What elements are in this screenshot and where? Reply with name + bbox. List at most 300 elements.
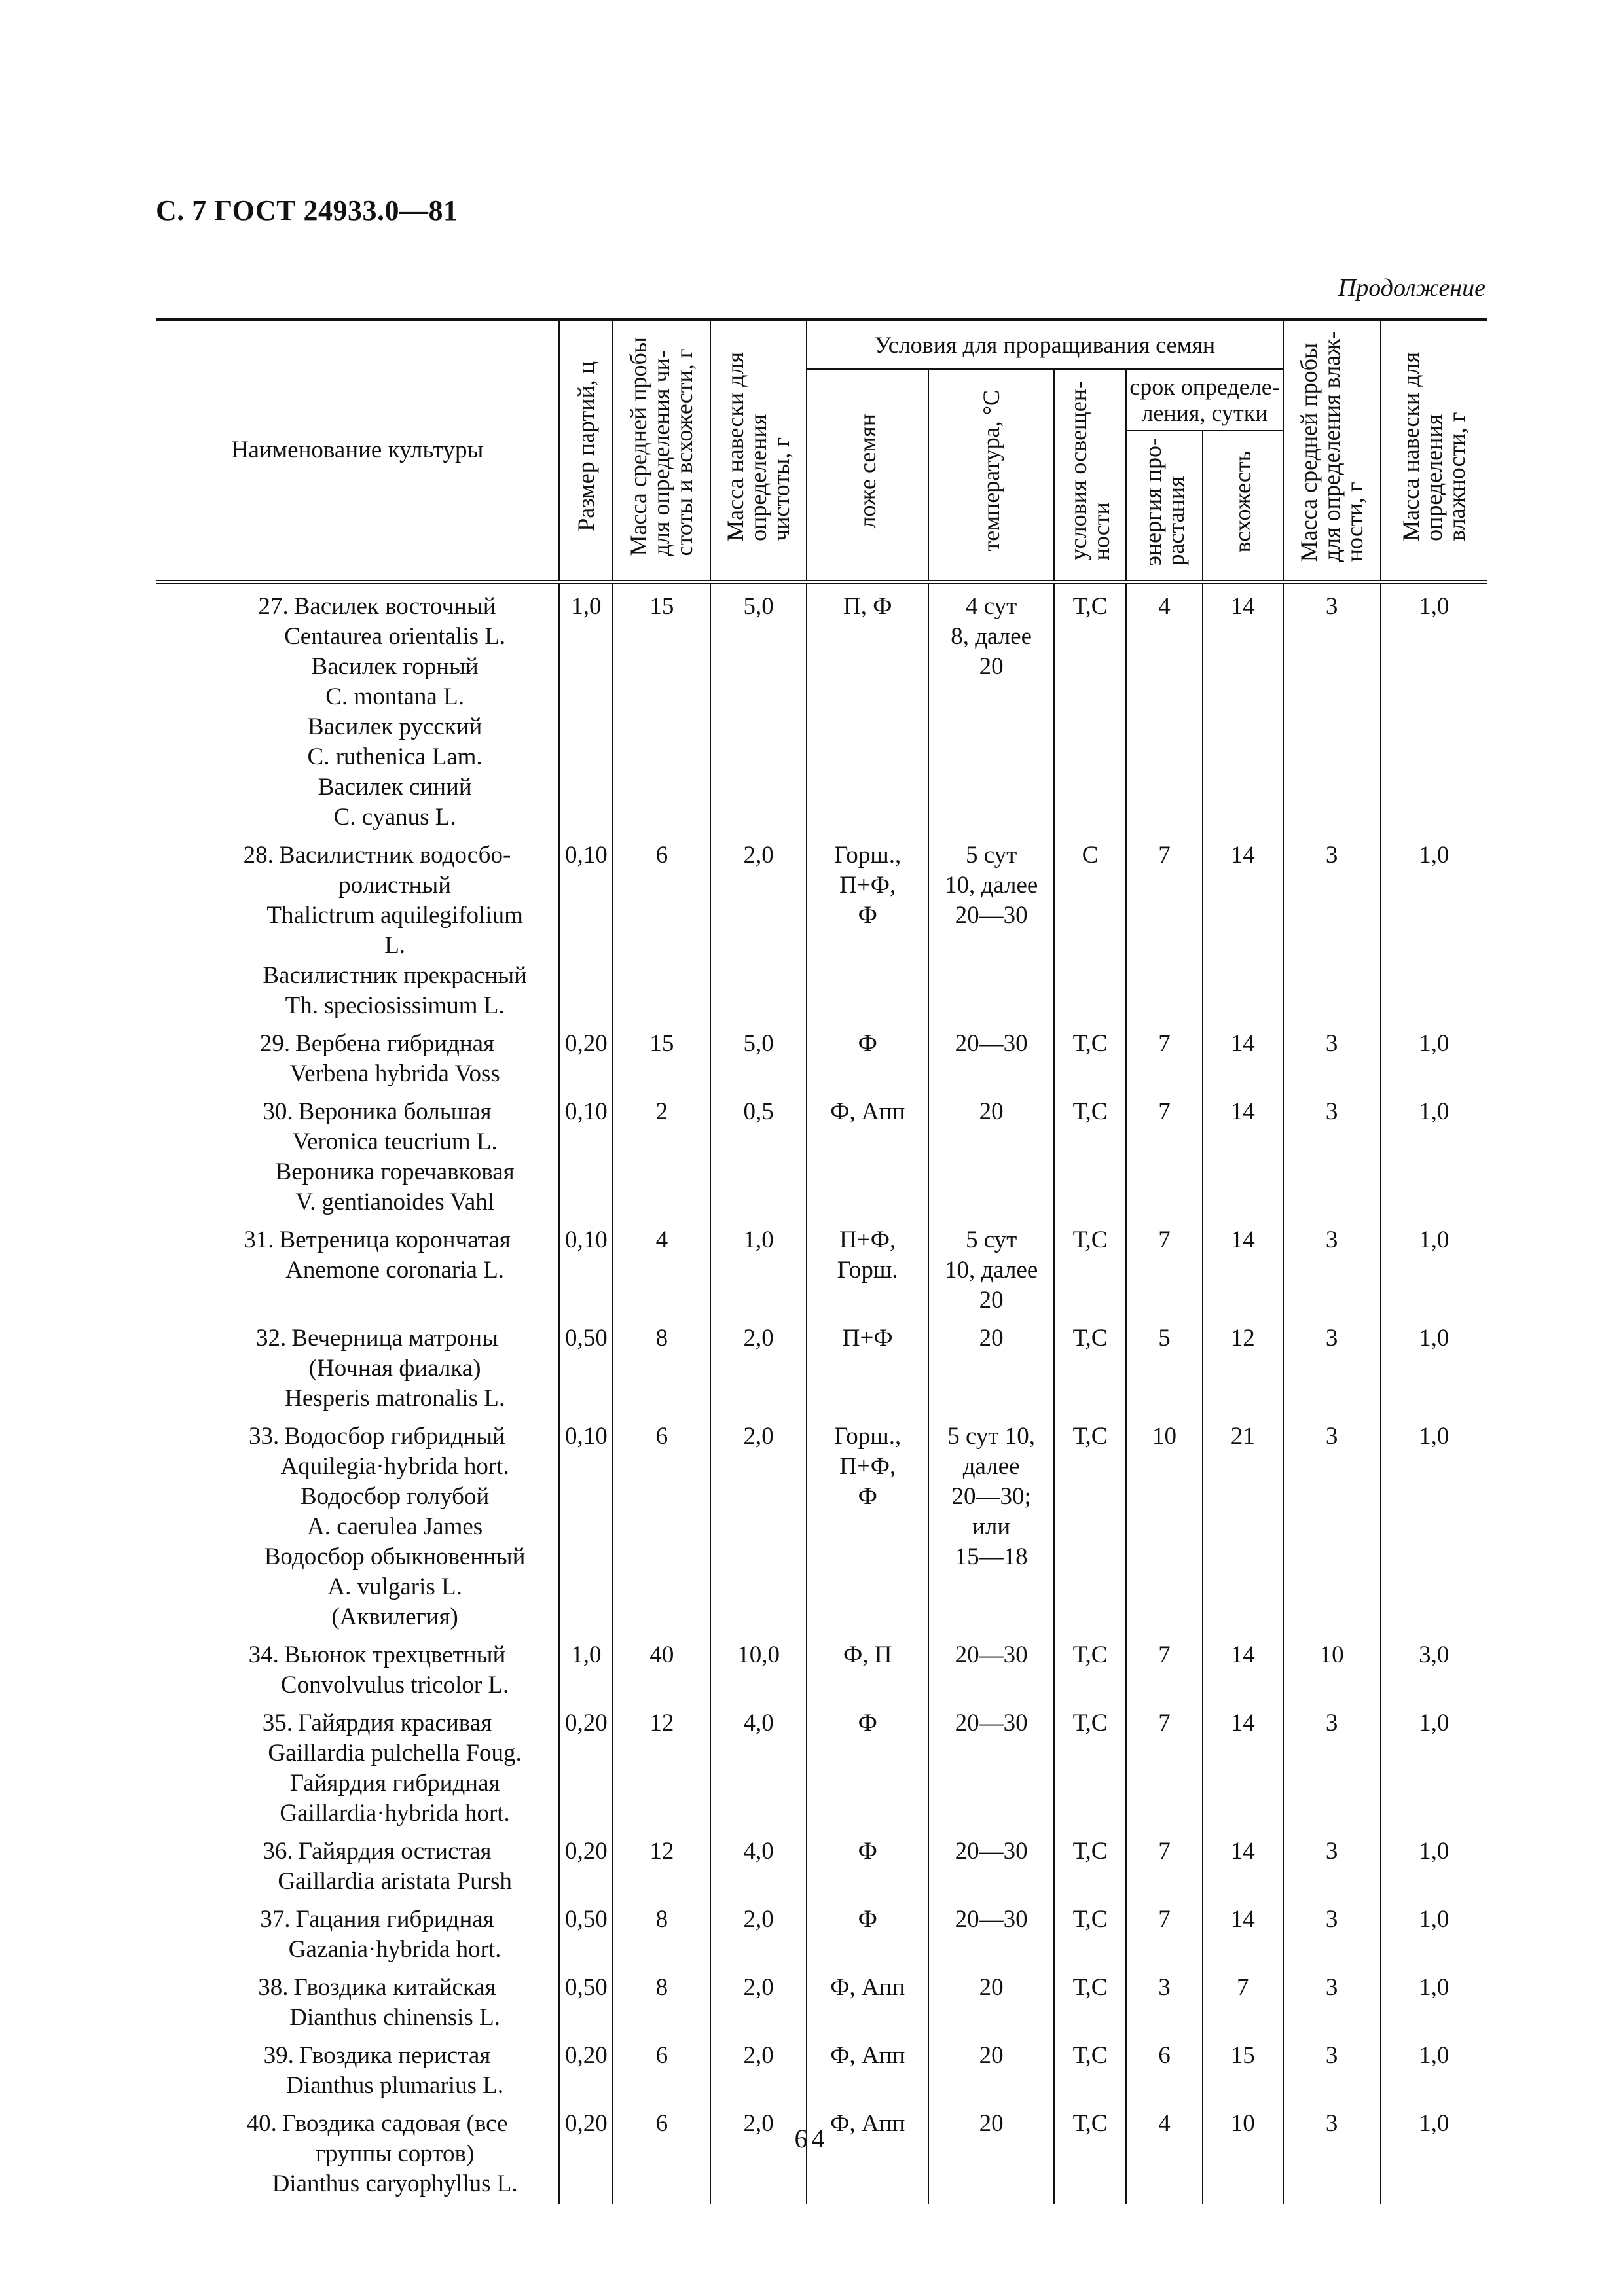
seed-bed-cell-line: Ф [858, 902, 877, 929]
purity-mass-cell: 4,0 [710, 1829, 807, 1897]
seed-standards-table [156, 318, 1487, 2204]
avg-sample-mass-cell: 8 [613, 1897, 710, 1965]
lighting-cell: Т,С [1054, 1021, 1126, 1089]
culture-name-line: Gaillardia aristata Pursh [278, 1868, 512, 1895]
temperature-cell-line: 20 [979, 2042, 1004, 2069]
row-number: 34. [248, 1641, 279, 1668]
temperature-cell-line: 20 [979, 1098, 1004, 1125]
seed-bed-cell-line: Ф [858, 1483, 877, 1510]
lighting-cell: Т,С [1054, 1897, 1126, 1965]
batch-size-cell: 0,50 [559, 1897, 613, 1965]
table-row [156, 1897, 1487, 1965]
moisture-mass-cell: 1,0 [1381, 1316, 1487, 1414]
avg-sample-mass-cell: 12 [613, 1700, 710, 1829]
culture-name-first-line [158, 1640, 556, 1670]
header-moisture-sample-mass: Масса средней пробы для определения влаж- ности, г [1283, 319, 1381, 582]
batch-size-cell: 0,10 [559, 1089, 613, 1217]
culture-name-line: Hesperis matronalis L. [285, 1385, 505, 1412]
seed-bed-cell-line: Горш. [837, 1257, 898, 1283]
moisture-mass-cell: 1,0 [1381, 1829, 1487, 1897]
culture-name-cell [156, 1316, 559, 1414]
moisture-mass-cell: 1,0 [1381, 1217, 1487, 1316]
temperature-cell-line: далее [962, 1453, 1020, 1480]
culture-name-first-line [158, 2041, 556, 2071]
germination-cell: 14 [1203, 1897, 1283, 1965]
table-row [156, 833, 1487, 1021]
culture-name-text: Гвоздика перистая [299, 2042, 491, 2069]
temperature-cell [928, 2033, 1054, 2101]
moisture-mass-cell: 1,0 [1381, 833, 1487, 1021]
purity-mass-cell: 5,0 [710, 582, 807, 833]
culture-name-first-line [158, 1029, 556, 1059]
culture-name-line: (Ночная фиалка) [308, 1355, 481, 1382]
seed-bed-cell [807, 1700, 928, 1829]
culture-name-line: Thalictrum aquilegifolium [266, 902, 523, 929]
temperature-cell [928, 1829, 1054, 1897]
row-number: 29. [259, 1030, 291, 1057]
temperature-cell-line: 20—30 [955, 1906, 1028, 1933]
header-energy: энергия про- растания [1126, 431, 1203, 582]
temperature-cell [928, 1700, 1054, 1829]
header-batch-size: Размер партий, ц [559, 319, 613, 582]
moisture-sample-mass-cell: 3 [1283, 1965, 1381, 2033]
temperature-cell-line: 4 сут [965, 593, 1017, 620]
temperature-cell [928, 1021, 1054, 1089]
seed-bed-cell-line: Ф [858, 1710, 877, 1736]
continuation-label: Продолжение [1338, 274, 1486, 302]
moisture-sample-mass-cell: 3 [1283, 1897, 1381, 1965]
culture-name-cell [156, 1089, 559, 1217]
energy-cell: 6 [1126, 2033, 1203, 2101]
header-moisture-mass: Масса навески для определения влажности, г [1381, 319, 1487, 582]
germination-cell: 10 [1203, 2101, 1283, 2204]
culture-name-line: Veronica teucrium L. [292, 1128, 498, 1155]
purity-mass-cell: 2,0 [710, 2033, 807, 2101]
culture-name-cell [156, 582, 559, 833]
moisture-mass-cell: 1,0 [1381, 582, 1487, 833]
seed-bed-cell-line: Ф [858, 1030, 877, 1057]
moisture-sample-mass-cell: 3 [1283, 582, 1381, 833]
batch-size-cell: 1,0 [559, 1632, 613, 1700]
row-number: 31. [244, 1227, 274, 1253]
batch-size-cell: 0,20 [559, 2033, 613, 2101]
purity-mass-cell: 2,0 [710, 1965, 807, 2033]
culture-name-line: Dianthus plumarius L. [286, 2072, 504, 2099]
seed-bed-cell-line: Ф, Апп [830, 1098, 905, 1125]
culture-name-text: Водосбор гибридный [284, 1423, 505, 1450]
moisture-mass-cell: 1,0 [1381, 2033, 1487, 2101]
moisture-sample-mass-cell: 10 [1283, 1632, 1381, 1700]
seed-bed-cell [807, 1414, 928, 1632]
seed-bed-cell-line: Ф [858, 1838, 877, 1865]
header-lighting: условия освещен- ности [1054, 369, 1126, 582]
seed-bed-cell-line: П+Ф [842, 1325, 893, 1352]
energy-cell: 7 [1126, 1217, 1203, 1316]
temperature-cell [928, 1897, 1054, 1965]
batch-size-cell: 0,10 [559, 833, 613, 1021]
batch-size-cell: 0,20 [559, 2101, 613, 2204]
temperature-cell-line: 5 сут 10, [947, 1423, 1036, 1450]
culture-name-first-line [158, 1708, 556, 1738]
table-row [156, 582, 1487, 833]
temperature-cell-line: 20 [979, 1974, 1004, 2001]
purity-mass-cell: 2,0 [710, 1316, 807, 1414]
avg-sample-mass-cell: 15 [613, 582, 710, 833]
avg-sample-mass-cell: 2 [613, 1089, 710, 1217]
row-number: 38. [258, 1974, 289, 2001]
culture-name-first-line [158, 1422, 556, 1452]
batch-size-cell: 0,20 [559, 1700, 613, 1829]
lighting-cell: С [1054, 833, 1126, 1021]
document-header: С. 7 ГОСТ 24933.0—81 [156, 194, 458, 226]
batch-size-cell: 0,10 [559, 1217, 613, 1316]
batch-size-cell: 0,50 [559, 1316, 613, 1414]
culture-name-line: Th. speciosissimum L. [285, 992, 505, 1019]
culture-name-line: группы сортов) [315, 2140, 475, 2167]
energy-cell: 7 [1126, 1897, 1203, 1965]
germination-cell: 12 [1203, 1316, 1283, 1414]
culture-name-line: C. ruthenica Lam. [307, 744, 483, 770]
culture-name-first-line [158, 1097, 556, 1127]
culture-name-text: Гвоздика садовая (все [282, 2110, 508, 2137]
temperature-cell-line: или [972, 1513, 1011, 1540]
moisture-sample-mass-cell: 3 [1283, 2033, 1381, 2101]
culture-name-line: Dianthus caryophyllus L. [272, 2170, 518, 2197]
culture-name-text: Вечерница матроны [291, 1325, 498, 1352]
culture-name-text: Василек восточный [293, 593, 496, 620]
table-row [156, 1316, 1487, 1414]
purity-mass-cell: 5,0 [710, 1021, 807, 1089]
seed-bed-cell [807, 1021, 928, 1089]
moisture-sample-mass-cell: 3 [1283, 1316, 1381, 1414]
culture-name-cell [156, 1897, 559, 1965]
culture-name-line: Василек синий [318, 774, 472, 800]
table-row [156, 1414, 1487, 1632]
temperature-cell [928, 1217, 1054, 1316]
seed-bed-cell-line: П, Ф [843, 593, 892, 620]
culture-name-line: A. vulgaris L. [327, 1573, 462, 1600]
culture-name-line: Centaurea orientalis L. [284, 623, 506, 650]
culture-name-line: Gaillardia·hybrida hort. [280, 1800, 510, 1827]
page-number: 64 [794, 2124, 829, 2153]
culture-name-line: Василек русский [307, 713, 483, 740]
avg-sample-mass-cell: 6 [613, 2033, 710, 2101]
culture-name-cell [156, 1632, 559, 1700]
avg-sample-mass-cell: 40 [613, 1632, 710, 1700]
energy-cell: 3 [1126, 1965, 1203, 2033]
header-temperature: температура, °С [928, 369, 1054, 582]
culture-name-line: (Аквилегия) [331, 1604, 458, 1630]
temperature-cell-line: 20—30; [951, 1483, 1031, 1510]
germination-cell: 14 [1203, 1217, 1283, 1316]
temperature-cell-line: 20—30 [955, 1641, 1028, 1668]
temperature-cell-line: 20—30 [955, 1838, 1028, 1865]
table-row [156, 1632, 1487, 1700]
moisture-sample-mass-cell: 3 [1283, 1089, 1381, 1217]
seed-bed-cell [807, 833, 928, 1021]
temperature-cell-line: 20 [979, 1287, 1004, 1314]
temperature-cell-line: 20 [979, 653, 1004, 680]
row-number: 39. [263, 2042, 294, 2069]
avg-sample-mass-cell: 8 [613, 1316, 710, 1414]
temperature-cell [928, 1089, 1054, 1217]
temperature-cell [928, 1965, 1054, 2033]
culture-name-cell [156, 1021, 559, 1089]
energy-cell: 4 [1126, 582, 1203, 833]
culture-name-line: Convolvulus tricolor L. [280, 1672, 509, 1698]
seed-bed-cell [807, 1316, 928, 1414]
culture-name-line: Gazania·hybrida hort. [288, 1936, 501, 1963]
moisture-mass-cell: 1,0 [1381, 1897, 1487, 1965]
culture-name-first-line [158, 840, 556, 870]
temperature-cell-line: 15—18 [955, 1543, 1028, 1570]
germination-cell: 14 [1203, 1089, 1283, 1217]
header-germination: всхожесть [1203, 431, 1283, 582]
germination-cell: 14 [1203, 1700, 1283, 1829]
moisture-mass-cell: 1,0 [1381, 1700, 1487, 1829]
temperature-cell-line: 20 [979, 1325, 1004, 1352]
moisture-mass-cell: 1,0 [1381, 1089, 1487, 1217]
culture-name-first-line [158, 1837, 556, 1867]
culture-name-text: Гайярдия красивая [298, 1710, 492, 1736]
seed-bed-cell-line: Горш., [834, 842, 902, 869]
moisture-sample-mass-cell: 3 [1283, 2101, 1381, 2204]
germination-cell: 7 [1203, 1965, 1283, 2033]
seed-bed-cell [807, 2033, 928, 2101]
culture-name-text: Гвоздика китайская [293, 1974, 496, 2001]
lighting-cell: Т,С [1054, 1316, 1126, 1414]
batch-size-cell: 0,50 [559, 1965, 613, 2033]
row-number: 30. [263, 1098, 293, 1125]
moisture-mass-cell: 1,0 [1381, 1965, 1487, 2033]
temperature-cell-line: 20—30 [955, 1030, 1028, 1057]
header-purity-mass: Масса навески для определения чистоты, г [710, 319, 807, 582]
seed-bed-cell [807, 1089, 928, 1217]
culture-name-first-line [158, 1225, 556, 1255]
culture-name-text: Ветреница корончатая [279, 1227, 511, 1253]
batch-size-cell: 1,0 [559, 582, 613, 833]
temperature-cell [928, 833, 1054, 1021]
header-seed-bed: ложе семян [807, 369, 928, 582]
energy-cell: 7 [1126, 1089, 1203, 1217]
culture-name-cell [156, 1414, 559, 1632]
seed-bed-cell-line: Ф, Апп [830, 2042, 905, 2069]
germination-cell: 14 [1203, 833, 1283, 1021]
row-number: 37. [260, 1906, 291, 1933]
culture-name-text: Вьюнок трехцветный [283, 1641, 506, 1668]
culture-name-line: C. montana L. [325, 683, 464, 710]
culture-name-text: Вероника большая [298, 1098, 492, 1125]
energy-cell: 7 [1126, 1632, 1203, 1700]
culture-name-cell [156, 1700, 559, 1829]
temperature-cell-line: 20 [979, 2110, 1004, 2137]
energy-cell: 4 [1126, 2101, 1203, 2204]
culture-name-cell [156, 833, 559, 1021]
moisture-sample-mass-cell: 3 [1283, 1414, 1381, 1632]
temperature-cell [928, 1632, 1054, 1700]
germination-cell: 14 [1203, 582, 1283, 833]
culture-name-line: ролистный [338, 872, 452, 899]
row-number: 32. [256, 1325, 287, 1352]
energy-cell: 10 [1126, 1414, 1203, 1632]
temperature-cell-line: 20—30 [955, 1710, 1028, 1736]
table-row [156, 1089, 1487, 1217]
avg-sample-mass-cell: 6 [613, 833, 710, 1021]
culture-name-first-line [158, 592, 556, 622]
temperature-cell-line: 5 сут [965, 842, 1017, 869]
culture-name-line: V. gentianoides Vahl [295, 1189, 495, 1215]
culture-name-line: C. cyanus L. [333, 804, 456, 831]
lighting-cell: Т,С [1054, 2101, 1126, 2204]
energy-cell: 7 [1126, 1829, 1203, 1897]
purity-mass-cell: 2,0 [710, 833, 807, 1021]
purity-mass-cell: 2,0 [710, 1414, 807, 1632]
table-body [156, 582, 1487, 2204]
row-number: 27. [258, 593, 289, 620]
row-number: 28. [243, 842, 274, 869]
avg-sample-mass-cell: 12 [613, 1829, 710, 1897]
temperature-cell-line: 10, далее [944, 1257, 1038, 1283]
lighting-cell: Т,С [1054, 1089, 1126, 1217]
table-row [156, 2033, 1487, 2101]
table-row [156, 1829, 1487, 1897]
culture-name-line: Dianthus chinensis L. [289, 2004, 500, 2031]
purity-mass-cell: 2,0 [710, 2101, 807, 2204]
culture-name-cell [156, 1965, 559, 2033]
header-name: Наименование культуры [156, 319, 559, 582]
seed-bed-cell [807, 1897, 928, 1965]
batch-size-cell: 0,10 [559, 1414, 613, 1632]
moisture-sample-mass-cell: 3 [1283, 1829, 1381, 1897]
purity-mass-cell: 1,0 [710, 1217, 807, 1316]
culture-name-line: Вероника горечавковая [275, 1158, 515, 1185]
header-period-group: срок определе- ления, сутки [1126, 369, 1283, 431]
seed-bed-cell-line: П+Ф, [839, 1227, 896, 1253]
moisture-sample-mass-cell: 3 [1283, 1021, 1381, 1089]
culture-name-first-line [158, 1905, 556, 1935]
lighting-cell: Т,С [1054, 582, 1126, 833]
culture-name-first-line [158, 1973, 556, 2003]
lighting-cell: Т,С [1054, 2033, 1126, 2101]
culture-name-line: Водосбор голубой [301, 1483, 490, 1510]
purity-mass-cell: 10,0 [710, 1632, 807, 1700]
culture-name-line: Василистник прекрасный [263, 962, 527, 989]
temperature-cell [928, 582, 1054, 833]
seed-bed-cell-line: Горш., [834, 1423, 902, 1450]
seed-bed-cell-line: Ф, Апп [830, 2110, 905, 2137]
lighting-cell: Т,С [1054, 1700, 1126, 1829]
culture-name-text: Вербена гибридная [295, 1030, 495, 1057]
germination-cell: 14 [1203, 1021, 1283, 1089]
energy-cell: 5 [1126, 1316, 1203, 1414]
header-germination-conditions: Условия для проращивания семян [807, 319, 1283, 369]
temperature-cell [928, 1316, 1054, 1414]
energy-cell: 7 [1126, 833, 1203, 1021]
germination-cell: 14 [1203, 1632, 1283, 1700]
moisture-mass-cell: 3,0 [1381, 1632, 1487, 1700]
seed-bed-cell [807, 1217, 928, 1316]
energy-cell: 7 [1126, 1021, 1203, 1089]
lighting-cell: Т,С [1054, 1965, 1126, 2033]
table-row [156, 1965, 1487, 2033]
germination-cell: 21 [1203, 1414, 1283, 1632]
row-number: 36. [263, 1838, 293, 1865]
avg-sample-mass-cell: 8 [613, 1965, 710, 2033]
temperature-cell-line: 20—30 [955, 902, 1028, 929]
lighting-cell: Т,С [1054, 1829, 1126, 1897]
avg-sample-mass-cell: 4 [613, 1217, 710, 1316]
germination-cell: 15 [1203, 2033, 1283, 2101]
culture-name-cell [156, 2033, 559, 2101]
moisture-mass-cell: 1,0 [1381, 1414, 1487, 1632]
moisture-sample-mass-cell: 3 [1283, 833, 1381, 1021]
culture-name-line: Anemone coronaria L. [285, 1257, 505, 1283]
seed-bed-cell-line: П+Ф, [839, 872, 896, 899]
seed-bed-cell [807, 1965, 928, 2033]
purity-mass-cell: 0,5 [710, 1089, 807, 1217]
culture-name-cell [156, 1217, 559, 1316]
seed-bed-cell-line: Ф, П [843, 1641, 892, 1668]
culture-name-line: Gaillardia pulchella Foug. [268, 1740, 522, 1767]
culture-name-line: L. [384, 932, 406, 959]
moisture-sample-mass-cell: 3 [1283, 1700, 1381, 1829]
seed-bed-cell [807, 582, 928, 833]
row-number: 35. [262, 1710, 293, 1736]
temperature-cell-line: 8, далее [951, 623, 1032, 650]
seed-bed-cell-line: П+Ф, [839, 1453, 896, 1480]
culture-name-line: Гайярдия гибридная [289, 1770, 500, 1797]
table-row [156, 1021, 1487, 1089]
moisture-mass-cell: 1,0 [1381, 1021, 1487, 1089]
culture-name-text: Гайярдия остистая [298, 1838, 492, 1865]
culture-name-line: Василек горный [311, 653, 479, 680]
moisture-sample-mass-cell: 3 [1283, 1217, 1381, 1316]
culture-name-cell [156, 1829, 559, 1897]
culture-name-line: Aquilegia·hybrida hort. [280, 1453, 509, 1480]
culture-name-text: Василистник водосбо- [278, 842, 511, 869]
culture-name-line: A. caerulea James [307, 1513, 483, 1540]
row-number: 40. [246, 2110, 277, 2137]
culture-name-text: Гацания гибридная [295, 1906, 494, 1933]
seed-bed-cell [807, 1829, 928, 1897]
avg-sample-mass-cell: 6 [613, 1414, 710, 1632]
table-row [156, 1217, 1487, 1316]
header-avg-sample-mass: Масса средней пробы для определения чи- стоты и всхожести, г [613, 319, 710, 582]
purity-mass-cell: 2,0 [710, 1897, 807, 1965]
avg-sample-mass-cell: 6 [613, 2101, 710, 2204]
table-row [156, 1700, 1487, 1829]
temperature-cell-line: 5 сут [965, 1227, 1017, 1253]
row-number: 33. [249, 1423, 280, 1450]
avg-sample-mass-cell: 15 [613, 1021, 710, 1089]
batch-size-cell: 0,20 [559, 1021, 613, 1089]
culture-name-line: Водосбор обыкновенный [264, 1543, 526, 1570]
temperature-cell [928, 1414, 1054, 1632]
temperature-cell-line: 10, далее [944, 872, 1038, 899]
seed-bed-cell [807, 1632, 928, 1700]
moisture-mass-cell: 1,0 [1381, 2101, 1487, 2204]
energy-cell: 7 [1126, 1700, 1203, 1829]
purity-mass-cell: 4,0 [710, 1700, 807, 1829]
lighting-cell: Т,С [1054, 1414, 1126, 1632]
lighting-cell: Т,С [1054, 1632, 1126, 1700]
seed-bed-cell-line: Ф, Апп [830, 1974, 905, 2001]
germination-cell: 14 [1203, 1829, 1283, 1897]
culture-name-line: Verbena hybrida Voss [289, 1060, 500, 1087]
culture-name-first-line [158, 1323, 556, 1354]
seed-bed-cell-line: Ф [858, 1906, 877, 1933]
lighting-cell: Т,С [1054, 1217, 1126, 1316]
